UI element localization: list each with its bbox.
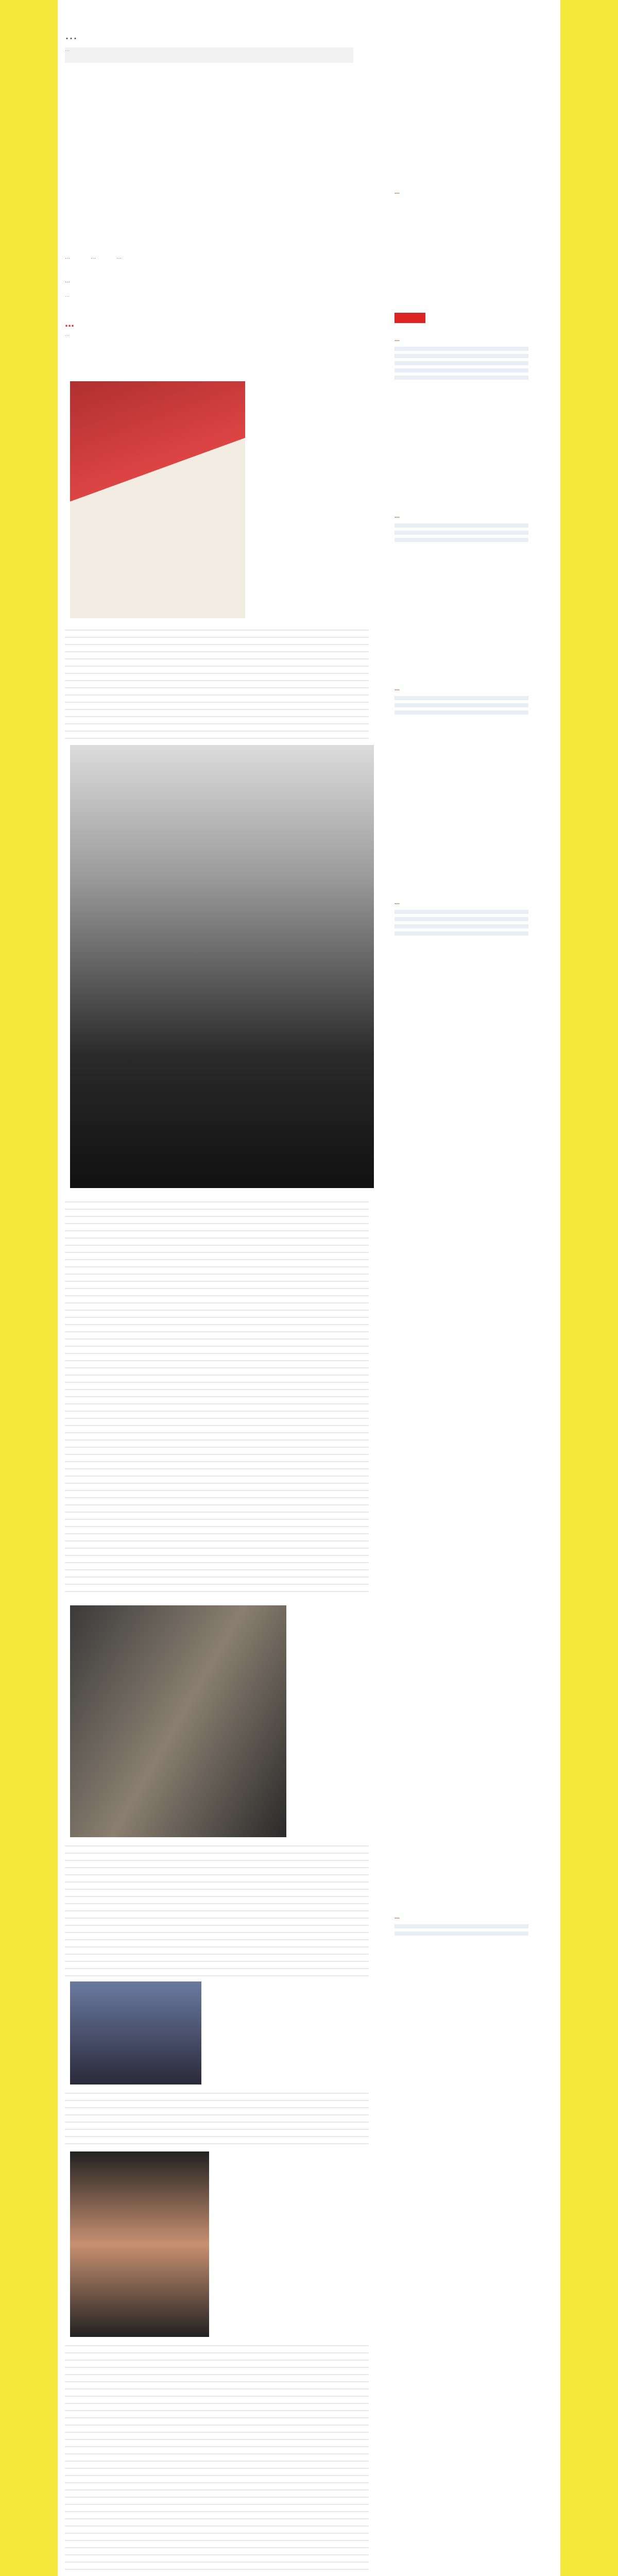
comments-heading: … — [394, 1914, 400, 1920]
category-item[interactable] — [394, 917, 528, 921]
two-men-image — [70, 1605, 286, 1837]
group-image — [70, 1981, 201, 2084]
profile-heading: … — [394, 190, 400, 195]
nav-item-3[interactable]: … — [116, 255, 122, 260]
category-item[interactable] — [394, 910, 528, 914]
category-item[interactable] — [394, 924, 528, 928]
favorite-item[interactable] — [394, 703, 528, 707]
breadcrumb — [65, 278, 379, 298]
nav-item-2[interactable]: … — [91, 255, 96, 260]
article — [65, 317, 379, 337]
nav-item-1[interactable]: … — [65, 255, 70, 260]
latest-item[interactable] — [394, 361, 528, 365]
latest-heading: … — [394, 337, 400, 343]
book-cover-image — [70, 381, 245, 618]
latest-item[interactable] — [394, 376, 528, 380]
site-header — [65, 28, 549, 90]
article-text-block — [65, 2342, 369, 2576]
article-title[interactable]: … — [65, 318, 74, 329]
follower-heading: … — [394, 514, 400, 519]
article-text-block — [65, 1198, 369, 1595]
site-description: … — [65, 47, 353, 63]
comment-item[interactable] — [394, 1924, 528, 1928]
article-text-block — [65, 626, 369, 740]
category-heading: … — [394, 900, 400, 906]
follower-item[interactable] — [394, 531, 528, 535]
global-nav — [65, 255, 374, 264]
badge-image[interactable] — [394, 313, 425, 323]
latest-item[interactable] — [394, 347, 528, 351]
article-date: … — [65, 332, 70, 338]
latest-item[interactable] — [394, 354, 528, 358]
breadcrumb-title[interactable]: … — [65, 278, 70, 284]
follower-item[interactable] — [394, 523, 528, 528]
comment-item[interactable] — [394, 1931, 528, 1936]
page — [58, 0, 560, 2576]
article-text-block — [65, 1842, 369, 1976]
article-text-block — [65, 2090, 369, 2146]
follower-item[interactable] — [394, 538, 528, 542]
favorite-item[interactable] — [394, 710, 528, 715]
category-item[interactable] — [394, 931, 528, 936]
breadcrumb-meta: … — [65, 293, 70, 298]
sidebar — [394, 190, 549, 1939]
portrait-image — [70, 745, 374, 1188]
closeup-image — [70, 2151, 209, 2337]
latest-item[interactable] — [394, 368, 528, 372]
favorites-heading: … — [394, 686, 400, 692]
profile-box — [394, 199, 549, 313]
favorite-item[interactable] — [394, 696, 528, 700]
site-title[interactable]: … — [65, 28, 77, 42]
